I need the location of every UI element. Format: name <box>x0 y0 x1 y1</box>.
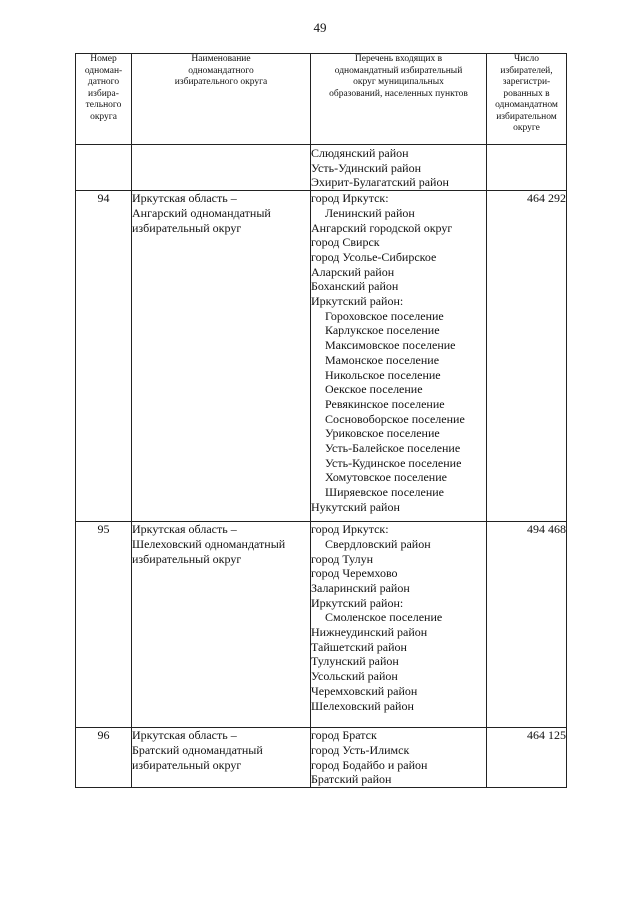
header-line: одномандатный избирательный <box>334 65 463 76</box>
district-number: 94 <box>76 191 132 522</box>
header-line: Наименование <box>191 54 251 64</box>
municipality-subitem: Ширяевское поселение <box>325 485 444 500</box>
district-name-line: избирательный округ <box>132 551 242 566</box>
district-name <box>132 522 311 728</box>
district-name-line: Братский одномандатный <box>132 742 263 757</box>
municipality-item: Иркутский район: <box>311 595 404 610</box>
municipality-list <box>311 522 487 728</box>
municipality-subitem: Мамонское поселение <box>325 352 440 367</box>
municipality-item: город Свирск <box>311 235 380 250</box>
header-line: одномандатном <box>495 100 558 110</box>
municipality-item: город Тулун <box>311 551 373 566</box>
header-district-number <box>76 54 132 145</box>
district-name-line: избирательный округ <box>132 757 242 772</box>
municipality-subitem: Усть-Балейское поселение <box>325 441 461 456</box>
municipality-subitem: Уриковское поселение <box>325 426 440 441</box>
header-line: Номер <box>90 54 117 64</box>
header-municipalities <box>311 54 487 145</box>
municipality-item: Слюдянский район <box>311 146 409 160</box>
header-line: Число <box>514 54 539 64</box>
header-voter-count <box>487 54 567 145</box>
municipality-item: Усольский район <box>311 669 398 684</box>
header-line: зарегистри- <box>502 77 551 87</box>
continuation-name-cell <box>132 145 311 191</box>
municipality-item: Боханский район <box>311 279 399 294</box>
municipality-list <box>311 728 487 788</box>
district-number: 96 <box>76 728 132 788</box>
header-line: округ муниципальных <box>353 77 444 87</box>
municipality-subitem: Оекское поселение <box>325 382 423 397</box>
municipality-subitem: Свердловский район <box>325 536 431 551</box>
page-number: 49 <box>313 20 327 35</box>
municipality-subitem: Усть-Кудинское поселение <box>325 455 462 470</box>
municipality-item: Тайшетский район <box>311 639 407 654</box>
district-row <box>76 191 567 522</box>
municipality-item: город Усть-Илимск <box>311 742 410 757</box>
district-name-line: Иркутская область – <box>132 191 237 206</box>
district-name <box>132 728 311 788</box>
district-name <box>132 191 311 522</box>
municipality-subitem: Ленинский район <box>325 205 415 220</box>
municipality-subitem: Ревякинское поселение <box>325 396 445 411</box>
table-body <box>76 145 567 788</box>
header-line: образований, населенных пунктов <box>329 88 468 99</box>
header-line: избирателей, <box>500 65 553 76</box>
districts-table <box>75 53 567 788</box>
municipality-subitem: Максимовское поселение <box>325 338 456 353</box>
municipality-item: Тулунский район <box>311 654 399 669</box>
municipality-subitem: Сосновоборское поселение <box>325 411 465 426</box>
voter-count: 464 292 <box>487 191 567 522</box>
municipality-subitem: Хомутовское поселение <box>325 470 447 485</box>
district-row <box>76 522 567 728</box>
district-name-line: Иркутская область – <box>132 522 237 537</box>
continuation-list-cell <box>311 145 487 191</box>
municipality-item: Ангарский городской округ <box>311 220 453 235</box>
continuation-row <box>76 145 567 191</box>
district-name-line: Шелеховский одномандатный <box>132 536 286 551</box>
municipality-subitem: Смоленское поселение <box>325 610 443 625</box>
header-line: избирательном <box>496 111 557 122</box>
table-header-row <box>76 54 567 145</box>
header-line: избирательного округа <box>174 77 268 87</box>
municipality-item: Эхирит-Булагатский район <box>311 175 449 190</box>
voter-count: 494 468 <box>487 522 567 728</box>
header-line: датного <box>87 77 120 87</box>
municipality-list <box>311 191 487 522</box>
municipality-item: город Иркутск: <box>311 191 389 206</box>
municipality-item: Черемховский район <box>311 683 418 698</box>
municipality-subitem: Никольское поселение <box>325 367 441 382</box>
header-line: избира- <box>88 88 119 99</box>
continuation-voters-cell <box>487 145 567 191</box>
district-number: 95 <box>76 522 132 728</box>
municipality-item: Нижнеудинский район <box>311 625 428 640</box>
district-row <box>76 728 567 788</box>
continuation-number-cell <box>76 145 132 191</box>
municipality-subitem: Гороховское поселение <box>325 308 444 323</box>
municipality-item: Усть-Удинский район <box>311 160 422 175</box>
header-line: округе <box>513 123 540 133</box>
municipality-item: Заларинский район <box>311 580 410 595</box>
municipality-item: город Бодайбо и район <box>311 757 428 772</box>
municipality-item: Братский район <box>311 772 392 787</box>
district-name-line: Ангарский одномандатный <box>132 205 271 220</box>
district-name-line: избирательный округ <box>132 220 242 235</box>
header-line: Перечень входящих в <box>354 54 443 64</box>
district-name-line: Иркутская область – <box>132 728 237 743</box>
voter-count: 464 125 <box>487 728 567 788</box>
municipality-subitem: Карлукское поселение <box>325 323 440 338</box>
header-line: рованных в <box>503 88 550 99</box>
municipality-item: Иркутский район: <box>311 294 404 309</box>
header-district-name <box>132 54 311 145</box>
municipality-item: город Черемхово <box>311 566 398 581</box>
header-line: округа <box>90 111 117 122</box>
municipality-item: Шелеховский район <box>311 698 414 713</box>
header-line: одноман- <box>84 65 123 76</box>
municipality-item: Нукутский район <box>311 499 400 514</box>
header-line: одномандатного <box>188 65 254 76</box>
municipality-item: город Иркутск: <box>311 522 389 537</box>
municipality-item: город Усолье-Сибирское <box>311 249 437 264</box>
municipality-item: Аларский район <box>311 264 395 279</box>
municipality-item: город Братск <box>311 728 377 743</box>
header-line: тельного <box>85 100 122 110</box>
